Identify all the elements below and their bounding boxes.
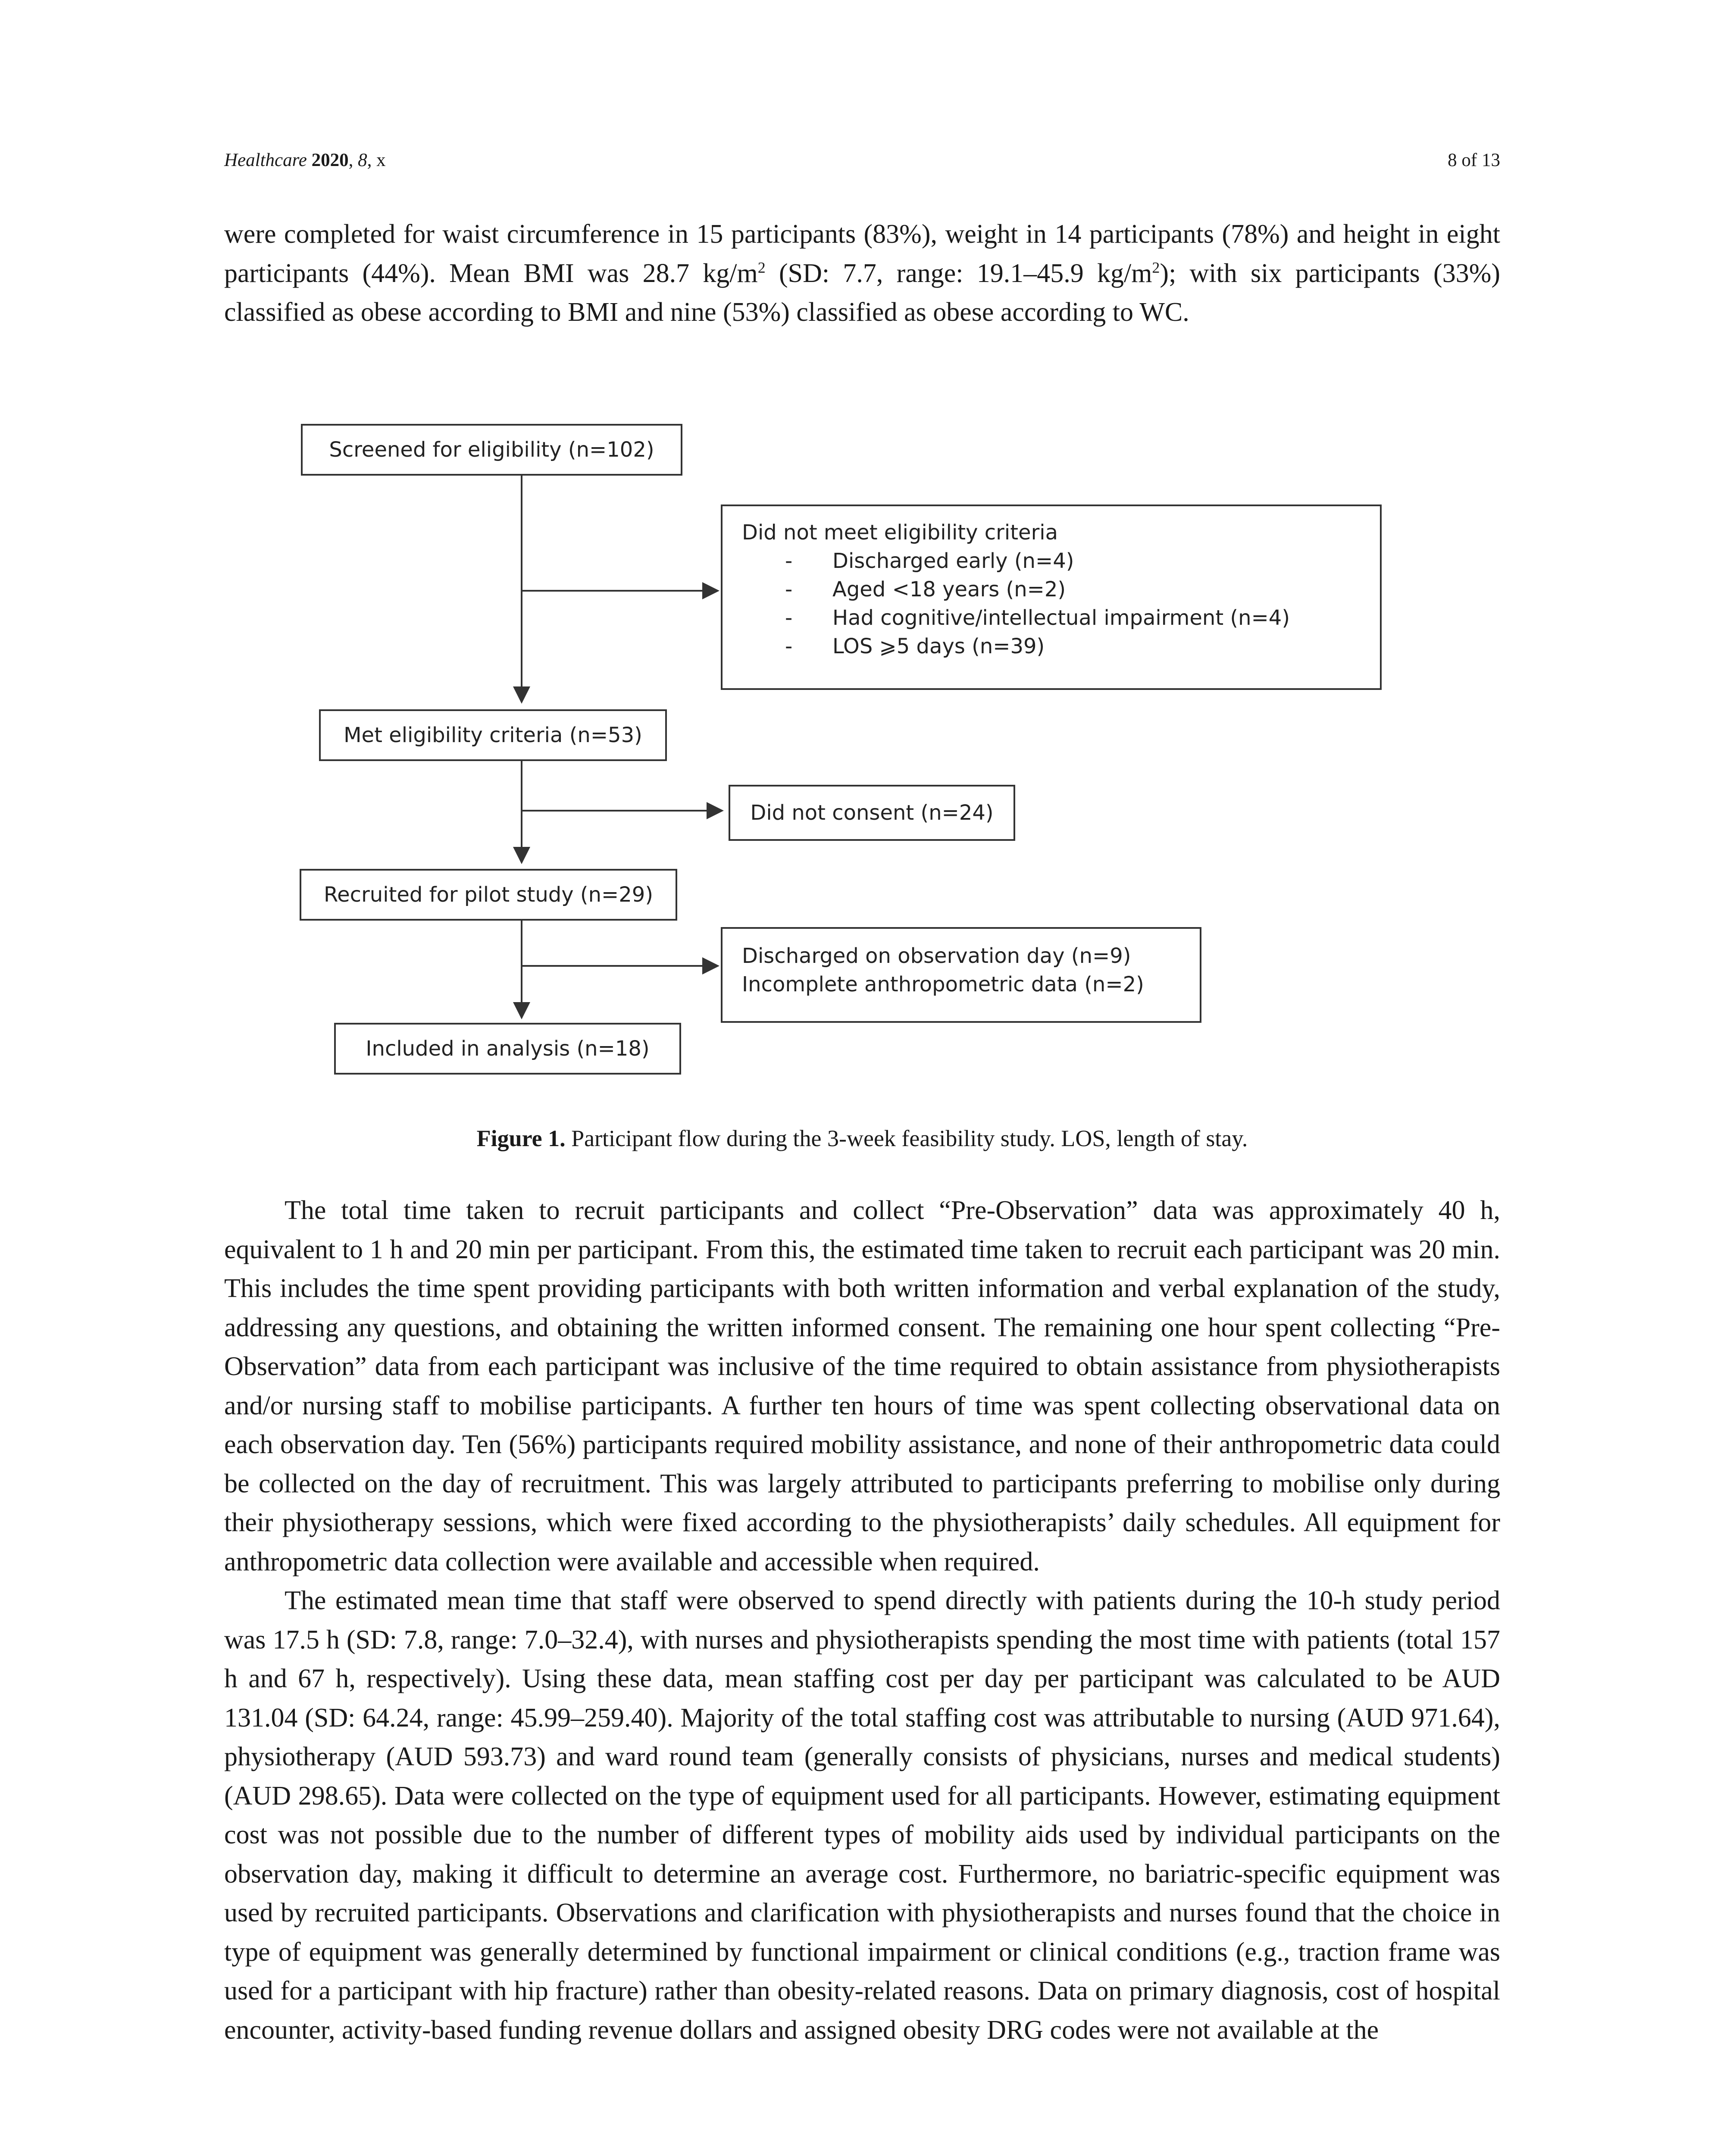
- caption-label: Figure 1.: [476, 1125, 566, 1151]
- removed-box: [721, 927, 1201, 1023]
- figure-caption: [224, 1123, 1500, 1153]
- bullet-dash: -: [785, 577, 793, 602]
- no-consent-label: Did not consent (n=24): [750, 801, 994, 825]
- journal-year: 2020: [311, 150, 349, 170]
- recruited-box: [300, 869, 677, 921]
- excluded-item: [742, 575, 1361, 604]
- analysed-label: Included in analysis (n=18): [366, 1037, 650, 1061]
- removed-line: Incomplete anthropometric data (n=2): [742, 972, 1144, 997]
- body-text: [224, 1191, 1500, 2049]
- no-consent-box: [729, 785, 1015, 841]
- journal-issue: x: [376, 150, 386, 170]
- eligible-label: Met eligibility criteria (n=53): [344, 723, 642, 747]
- excluded-box: [721, 505, 1382, 690]
- bullet-dash: -: [785, 606, 793, 630]
- superscript-1: 2: [757, 258, 766, 276]
- bullet-dash: -: [785, 549, 793, 573]
- screened-label: Screened for eligibility (n=102): [329, 438, 654, 462]
- excluded-item-label: Discharged early (n=4): [832, 549, 1074, 573]
- journal-name: Healthcare: [224, 150, 307, 170]
- screened-box: [301, 424, 682, 476]
- body-paragraph-2: The estimated mean time that staff were observed to spend directly with patients during the 10-h study period was 17.5 h (SD: 7.8, range: 7.0–32.4), with nurses and physiotherapists spending the most time with patients (total 157 h and 67 h, respectively). Using these data, mean staffing cost per day per participant was calculated to be AUD 131.04 (SD: 64.24, range: 45.99–259.40). Majority of the total staffing cost was attributable to nursing (AUD 971.64), physiotherapy (AUD 593.73) and ward round team (generally consists of physicians, nurses and medical students) (AUD 298.65). Data were collected on the type of equipment used for all participants. However, estimating equipment cost was not possible due to the number of different types of mobility aids used by individual participants on the observation day, making it difficult to determine an average cost. Furthermore, no bariatric-specific equipment was used by recruited participants. Observations and clarification with physiotherapists and nurses found that the choice in type of equipment was generally determined by functional impairment or clinical conditions (e.g., traction frame was used for a participant with hip fracture) rather than obesity-related reasons. Data on primary diagnosis, cost of hospital encounter, activity-based funding revenue dollars and assigned obesity DRG codes were not available at the: [224, 1586, 1500, 2045]
- eligible-box: [319, 709, 667, 761]
- superscript-2: 2: [1152, 258, 1160, 276]
- recruited-label: Recruited for pilot study (n=29): [323, 883, 654, 907]
- intro-text-3: ); with six participants (33%) classified as obese according to BMI and nine (53%) classified as obese according to WC.: [224, 258, 1500, 327]
- page-number: 8 of 13: [1448, 150, 1500, 170]
- journal-volume: 8: [358, 150, 367, 170]
- analysed-box: [334, 1023, 681, 1075]
- excluded-item-label: Aged <18 years (n=2): [832, 577, 1066, 602]
- excluded-item: [742, 604, 1361, 632]
- intro-text-2: (SD: 7.7, range: 19.1–45.9 kg/m: [765, 258, 1152, 288]
- excluded-item-label: LOS ⩾5 days (n=39): [832, 634, 1045, 658]
- bullet-dash: -: [785, 634, 793, 658]
- excluded-item: [742, 632, 1361, 661]
- removed-line: Discharged on observation day (n=9): [742, 944, 1131, 968]
- caption-text: Participant flow during the 3-week feasibility study. LOS, length of stay.: [565, 1125, 1248, 1151]
- body-paragraph-1: The total time taken to recruit participants and collect “Pre-Observation” data was approximately 40 h, equivalent to 1 h and 20 min per participant. From this, the estimated time taken to recruit each participant was 20 min. This includes the time spent providing participants with both written information and verbal explanation of the study, addressing any questions, and obtaining the written informed consent. The remaining one hour spent collecting “Pre-Observation” data from each participant was inclusive of the time required to obtain assistance from physiotherapists and/or nursing staff to mobilise participants. A further ten hours of time was spent collecting observational data on each observation day. Ten (56%) participants required mobility assistance, and none of their anthropometric data could be collected on the day of recruitment. This was largely attributed to participants preferring to mobilise only during their physiotherapy sessions, which were fixed according to the physiotherapists’ daily schedules. All equipment for anthropometric data collection were available and accessible when required.: [224, 1196, 1500, 1576]
- excluded-item-label: Had cognitive/intellectual impairment (n=4): [832, 606, 1290, 630]
- intro-text-1: were completed for waist circumference in 15 participants (83%), weight in 14 participants (78%) and height in eight participants (44%). Mean BMI was 28.7 kg/m: [224, 219, 1500, 288]
- excluded-item: [742, 547, 1361, 575]
- excluded-title: Did not meet eligibility criteria: [742, 520, 1058, 545]
- journal-citation: Healthcare 2020, 8, x: [224, 150, 386, 170]
